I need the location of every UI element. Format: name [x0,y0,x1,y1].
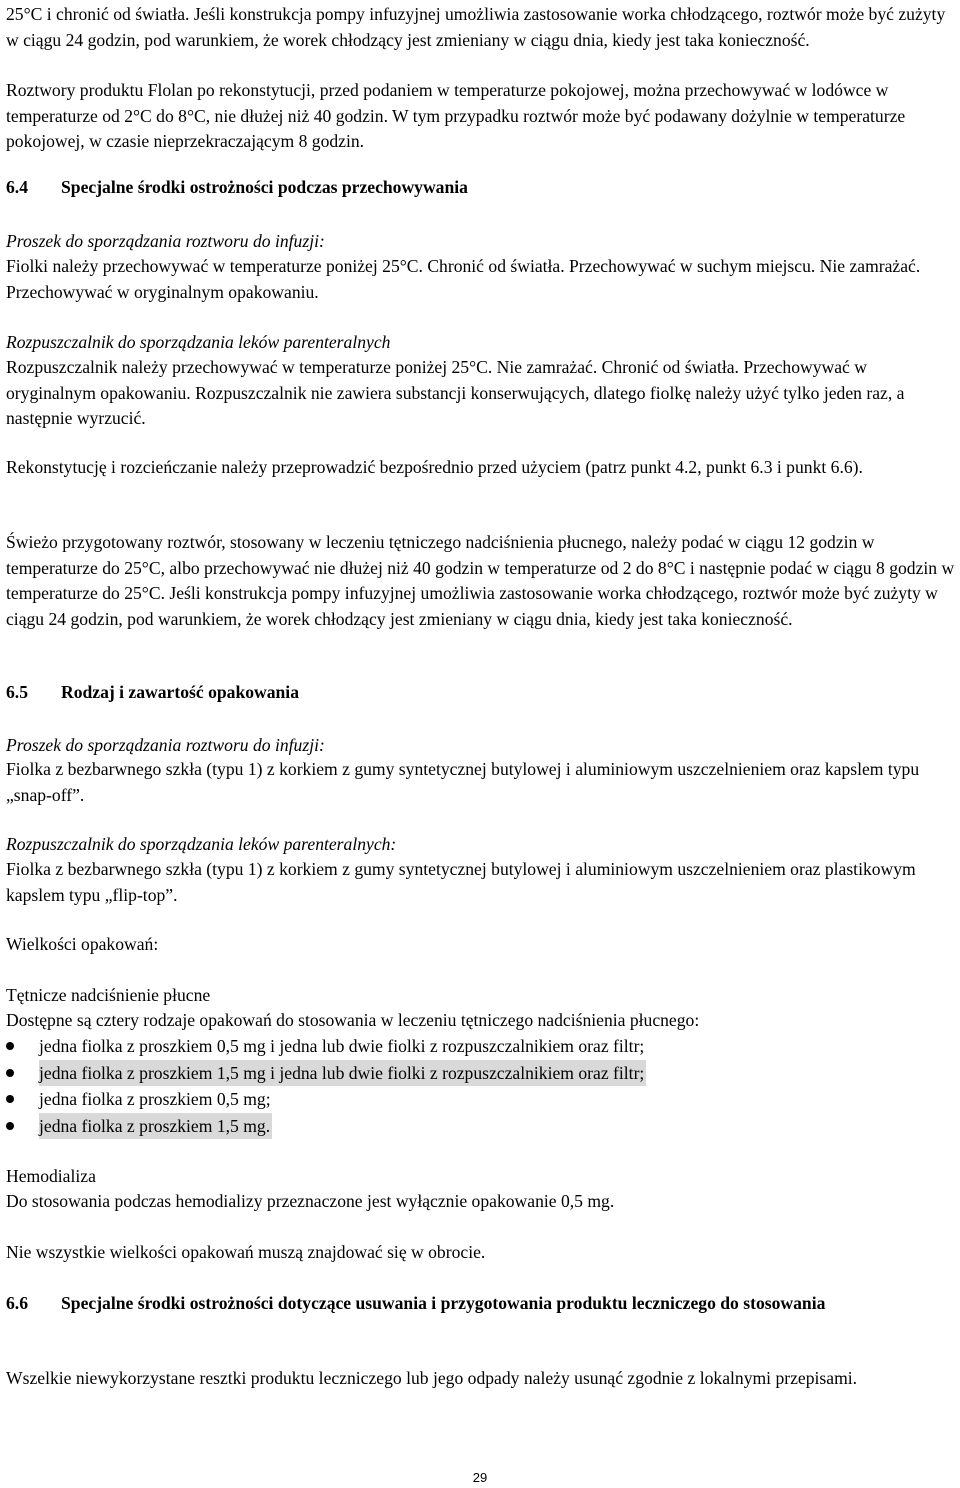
section-number: 6.6 [6,1293,28,1313]
section-title: Specjalne środki ostrożności dotyczące usuwania i przygotowania produktu leczniczego do stosowania [61,1293,826,1313]
label-pah: Tętnicze nadciśnienie płucne [6,985,211,1005]
subheading-powder: Proszek do sporządzania roztworu do infuzji: [6,231,325,251]
list-item: jedna fiolka z proszkiem 0,5 mg i jedna lub dwie fiolki z rozpuszczalnikiem oraz filtr; [6,1033,646,1060]
pack-list [6,1033,646,1139]
section-heading-6-6 [6,1290,930,1316]
bullet-icon [6,1042,14,1050]
paragraph-reconstituted-storage: Roztwory produktu Flolan po rekonstytucji, przed podaniem w temperaturze pokojowej, można przechowywać w lodówce w temperaturze od 2°C do 8°C, nie dłużej niż 40 godzin. W tym przypadku roztwór może być podawany dożylnie w temperaturze pokojowej, w czasie nieprzekraczającym 8 godzin. [6,80,906,152]
section-heading-6-5 [6,680,299,706]
section-title: Specjalne środki ostrożności podczas przechowywania [61,177,468,197]
paragraph-vial-storage: Fiolki należy przechowywać w temperaturze poniżej 25°C. Chronić od światła. Przechowywać w suchym miejscu. Nie zamrażać. Przechowywać w oryginalnym opakowaniu. [6,256,921,302]
paragraph-pack-note: Nie wszystkie wielkości opakowań muszą znajdować się w obrocie. [6,1242,486,1262]
paragraph-hemodialysis: Do stosowania podczas hemodializy przeznaczone jest wyłącznie opakowanie 0,5 mg. [6,1191,615,1211]
section-number: 6.5 [6,682,28,702]
bullet-icon [6,1122,14,1130]
list-item: jedna fiolka z proszkiem 1,5 mg. [6,1113,646,1140]
bullet-icon [6,1095,14,1103]
bullet-icon [6,1069,14,1077]
page-number: 29 [472,1470,488,1485]
paragraph-reconstitution: Rekonstytucję i rozcieńczanie należy przeprowadzić bezpośrednio przed użyciem (patrz punkt 4.2, punkt 6.3 i punkt 6.6). [6,457,863,477]
list-item: jedna fiolka z proszkiem 1,5 mg i jedna lub dwie fiolki z rozpuszczalnikiem oraz filtr; [6,1060,646,1087]
list-item: jedna fiolka z proszkiem 0,5 mg; [6,1086,646,1113]
subheading-powder: Proszek do sporządzania roztworu do infuzji: [6,735,325,755]
paragraph-powder-container: Fiolka z bezbarwnego szkła (typu 1) z korkiem z gumy syntetycznej butylowej i aluminiowym uszczelnieniem oraz kapslem typu „snap-off”. [6,759,920,805]
subheading-solvent: Rozpuszczalnik do sporządzania leków parenteralnych: [6,834,397,854]
paragraph-storage-continued: 25°C i chronić od światła. Jeśli konstrukcja pompy infuzyjnej umożliwia zastosowanie worka chłodzącego, roztwór może być zużyty w ciągu 24 godzin, pod warunkiem, że worek chłodzący jest zmieniany w ciągu dnia, kiedy jest taka konieczność. [6,4,946,50]
section-number: 6.4 [6,177,28,197]
paragraph-disposal: Wszelkie niewykorzystane resztki produktu leczniczego lub jego odpady należy usunąć zgodnie z lokalnymi przepisami. [6,1368,858,1388]
label-pack-sizes: Wielkości opakowań: [6,934,159,954]
paragraph-pah-intro: Dostępne są cztery rodzaje opakowań do stosowania w leczeniu tętniczego nadciśnienia płucnego: [6,1010,700,1030]
paragraph-fresh-solution: Świeżo przygotowany roztwór, stosowany w leczeniu tętniczego nadciśnienia płucnego, należy podać w ciągu 12 godzin w temperaturze do 25°C, albo przechowywać nie dłużej niż 40 godzin w temperaturze od 2 do 8°C i następnie podać w ciągu 8 godzin w temperaturze do 25°C. Jeśli konstrukcja pompy infuzyjnej umożliwia zastosowanie worka chłodzącego, roztwór może być zużyty w ciągu 24 godzin, pod warunkiem, że worek chłodzący jest zmieniany w ciągu dnia, kiedy jest taka konieczność. [6,532,955,629]
subheading-solvent: Rozpuszczalnik do sporządzania leków parenteralnych [6,332,391,352]
paragraph-solvent-storage: Rozpuszczalnik należy przechowywać w temperaturze poniżej 25°C. Nie zamrażać. Chronić od światła. Przechowywać w oryginalnym opakowaniu. Rozpuszczalnik nie zawiera substancji konserwujących, dlatego fiolkę należy użyć tylko jeden raz, a następnie wyrzucić. [6,357,905,429]
label-hemodialysis: Hemodializa [6,1166,96,1186]
section-heading-6-4 [6,175,468,201]
paragraph-solvent-container: Fiolka z bezbarwnego szkła (typu 1) z korkiem z gumy syntetycznej butylowej i aluminiowym uszczelnieniem oraz plastikowym kapslem typu „flip-top”. [6,859,916,905]
section-title: Rodzaj i zawartość opakowania [61,682,299,702]
